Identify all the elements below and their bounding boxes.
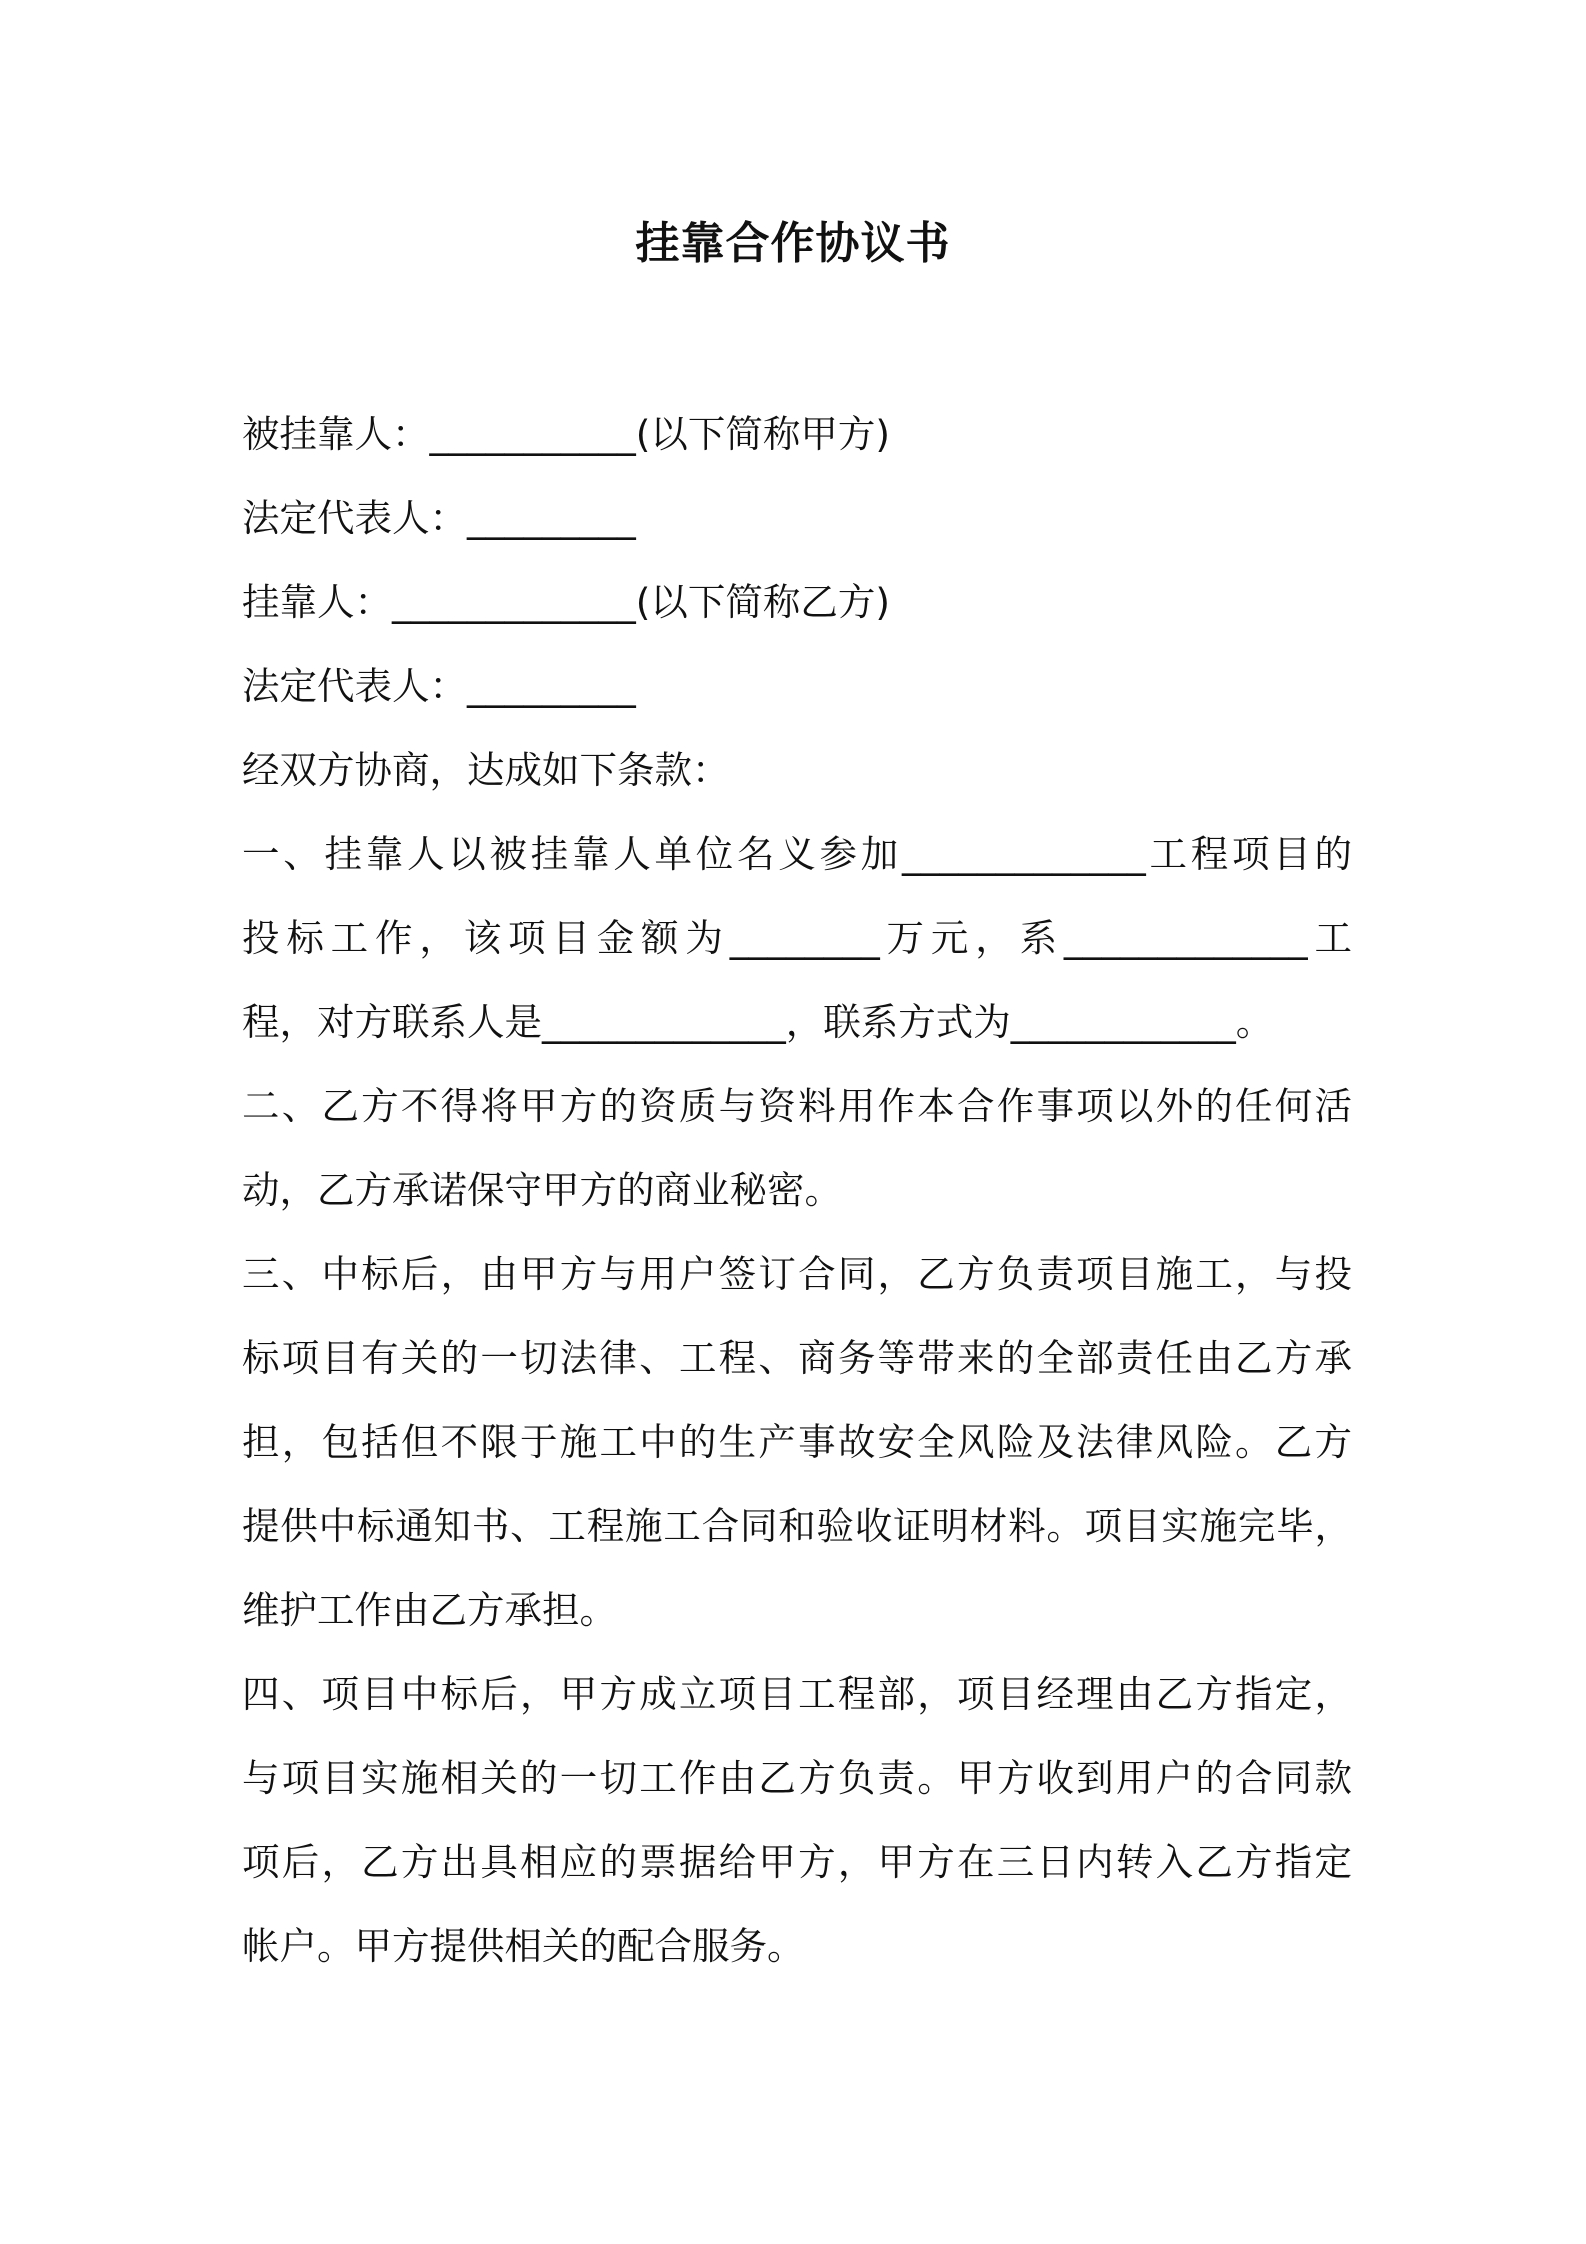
party-a-line: 被挂靠人：___________(以下简称甲方) xyxy=(242,412,891,456)
clause-4-line: 四、项目中标后，甲方成立项目工程部，项目经理由乙方指定， xyxy=(242,1672,1352,1716)
clause-4-line: 帐户。甲方提供相关的配合服务。 xyxy=(242,1924,805,1968)
clause-3-line: 担，包括但不限于施工中的生产事故安全风险及法律风险。乙方 xyxy=(242,1420,1352,1464)
clause-2-line: 二、乙方不得将甲方的资质与资料用作本合作事项以外的任何活 xyxy=(242,1084,1352,1128)
clause-1-line: 一、挂靠人以被挂靠人单位名义参加_____________工程项目的 xyxy=(242,832,1352,876)
clause-3-line: 三、中标后，由甲方与用户签订合同，乙方负责项目施工，与投 xyxy=(242,1252,1352,1296)
clause-3-line: 维护工作由乙方承担。 xyxy=(242,1588,617,1632)
clause-4-line: 项后，乙方出具相应的票据给甲方，甲方在三日内转入乙方指定 xyxy=(242,1840,1352,1884)
clause-1-line: 程，对方联系人是_____________，联系方式为____________。 xyxy=(242,1000,1274,1044)
clause-4-line: 与项目实施相关的一切工作由乙方负责。甲方收到用户的合同款 xyxy=(242,1756,1352,1800)
party-a-representative-line: 法定代表人：_________ xyxy=(242,496,636,540)
agreement-intro-line: 经双方协商，达成如下条款： xyxy=(242,748,730,792)
clause-1-line: 投标工作，该项目金额为________万元，系_____________工 xyxy=(242,916,1352,960)
party-b-representative-line: 法定代表人：_________ xyxy=(242,664,636,708)
document-title: 挂靠合作协议书 xyxy=(635,218,951,269)
party-b-line: 挂靠人：_____________(以下简称乙方) xyxy=(242,580,891,624)
clause-3-line: 提供中标通知书、工程施工合同和验收证明材料。项目实施完毕， xyxy=(242,1504,1352,1548)
clause-2-line: 动，乙方承诺保守甲方的商业秘密。 xyxy=(242,1168,842,1212)
clause-3-line: 标项目有关的一切法律、工程、商务等带来的全部责任由乙方承 xyxy=(242,1336,1352,1380)
